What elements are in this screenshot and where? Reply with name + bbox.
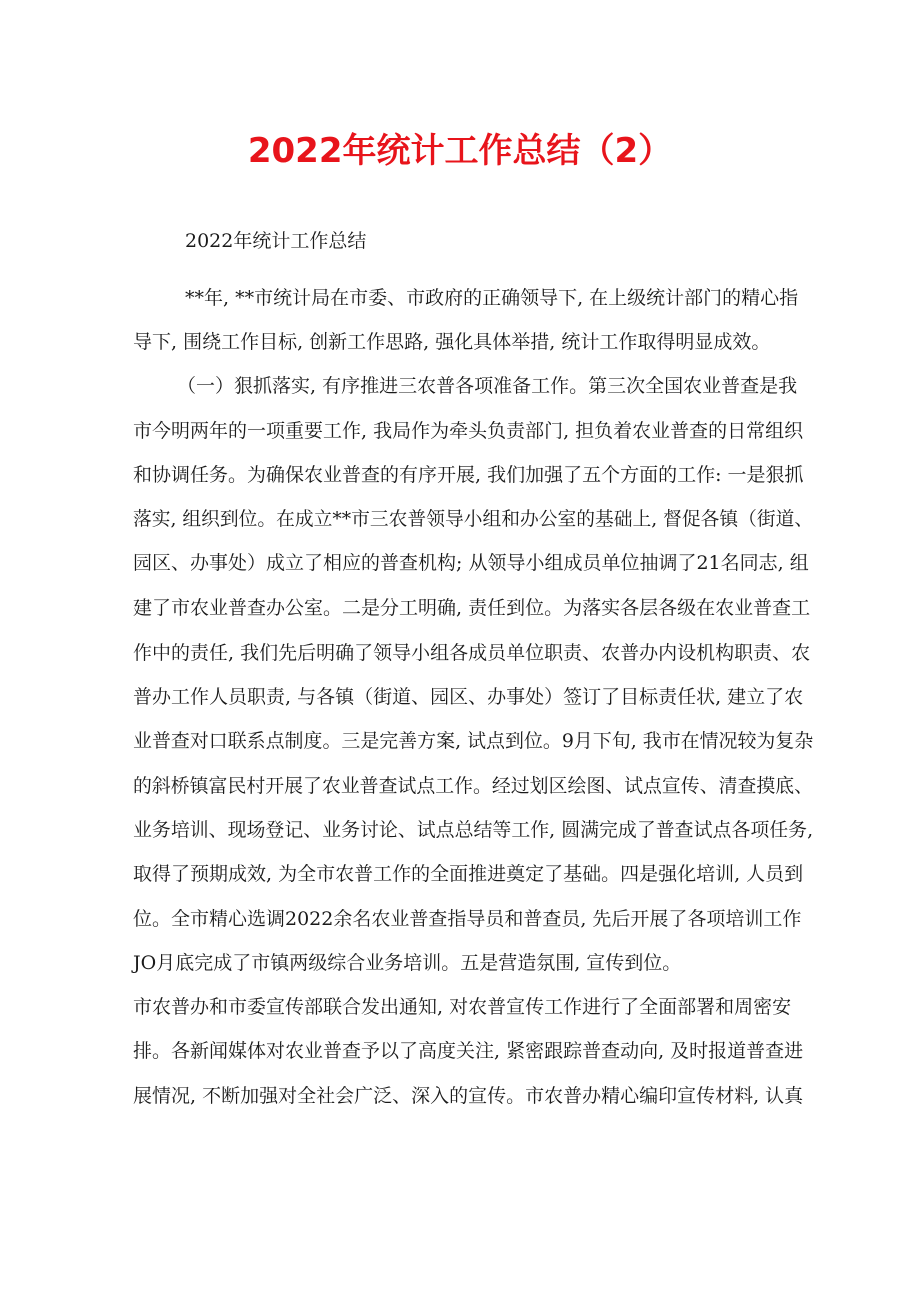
text-line: 业务培训、现场登记、业务讨论、试点总结等工作, 圆满完成了普查试点各项任务, xyxy=(133,819,814,841)
text-line: 作中的责任, 我们先后明确了领导小组各成员单位职责、农普办内设机构职责、农 xyxy=(133,642,811,664)
text-line: 落实, 组织到位。在成立**市三农普领导小组和办公室的基础上, 督促各镇（街道、 xyxy=(133,508,814,530)
text-line: 市农普办和市委宣传部联合发出通知, 对农普宣传工作进行了全面部署和周密安 xyxy=(133,996,792,1018)
document-subtitle: 2022年统计工作总结 xyxy=(185,230,367,252)
text-line: （一）狠抓落实, 有序推进三农普各项准备工作。第三次全国农业普查是我 xyxy=(177,375,798,397)
text-line: 市今明两年的一项重要工作, 我局作为牵头负责部门, 担负着农业普查的日常组织 xyxy=(133,420,804,442)
text-line: 排。各新闻媒体对农业普查予以了高度关注, 紧密跟踪普查动向, 及时报道普查进 xyxy=(133,1040,804,1062)
text-line: 建了市农业普查办公室。二是分工明确, 责任到位。为落实各层各级在农业普查工 xyxy=(133,597,811,619)
text-line: JO月底完成了市镇两级综合业务培训。五是营造氛围, 宣传到位。 xyxy=(133,952,682,974)
text-line: 展情况, 不断加强对全社会广泛、深入的宣传。市农普办精心编印宣传材料, 认真 xyxy=(133,1085,804,1107)
text-line: 取得了预期成效, 为全市农普工作的全面推进奠定了基础。四是强化培训, 人员到 xyxy=(133,863,804,885)
text-line: 的斜桥镇富民村开展了农业普查试点工作。经过划区绘图、试点宣传、清查摸底、 xyxy=(133,775,814,797)
text-line: 和协调任务。为确保农业普查的有序开展, 我们加强了五个方面的工作: 一是狠抓 xyxy=(133,464,804,486)
text-line: **年, **市统计局在市委、市政府的正确领导下, 在上级统计部门的精心指 xyxy=(185,287,799,309)
text-line: 普办工作人员职责, 与各镇（街道、园区、办事处）签订了目标责任状, 建立了农 xyxy=(133,686,804,708)
document-title: 2022年统计工作总结（2） xyxy=(247,131,673,171)
text-line: 业普查对口联系点制度。三是完善方案, 试点到位。9月下旬, 我市在情况较为复杂 xyxy=(133,730,814,752)
text-line: 导下, 围绕工作目标, 创新工作思路, 强化具体举措, 统计工作取得明显成效。 xyxy=(133,331,771,353)
text-line: 园区、办事处）成立了相应的普查机构; 从领导小组成员单位抽调了21名同志, 组 xyxy=(133,552,809,574)
text-line: 位。全市精心选调2022余名农业普查指导员和普查员, 先后开展了各项培训工作 xyxy=(133,908,802,930)
